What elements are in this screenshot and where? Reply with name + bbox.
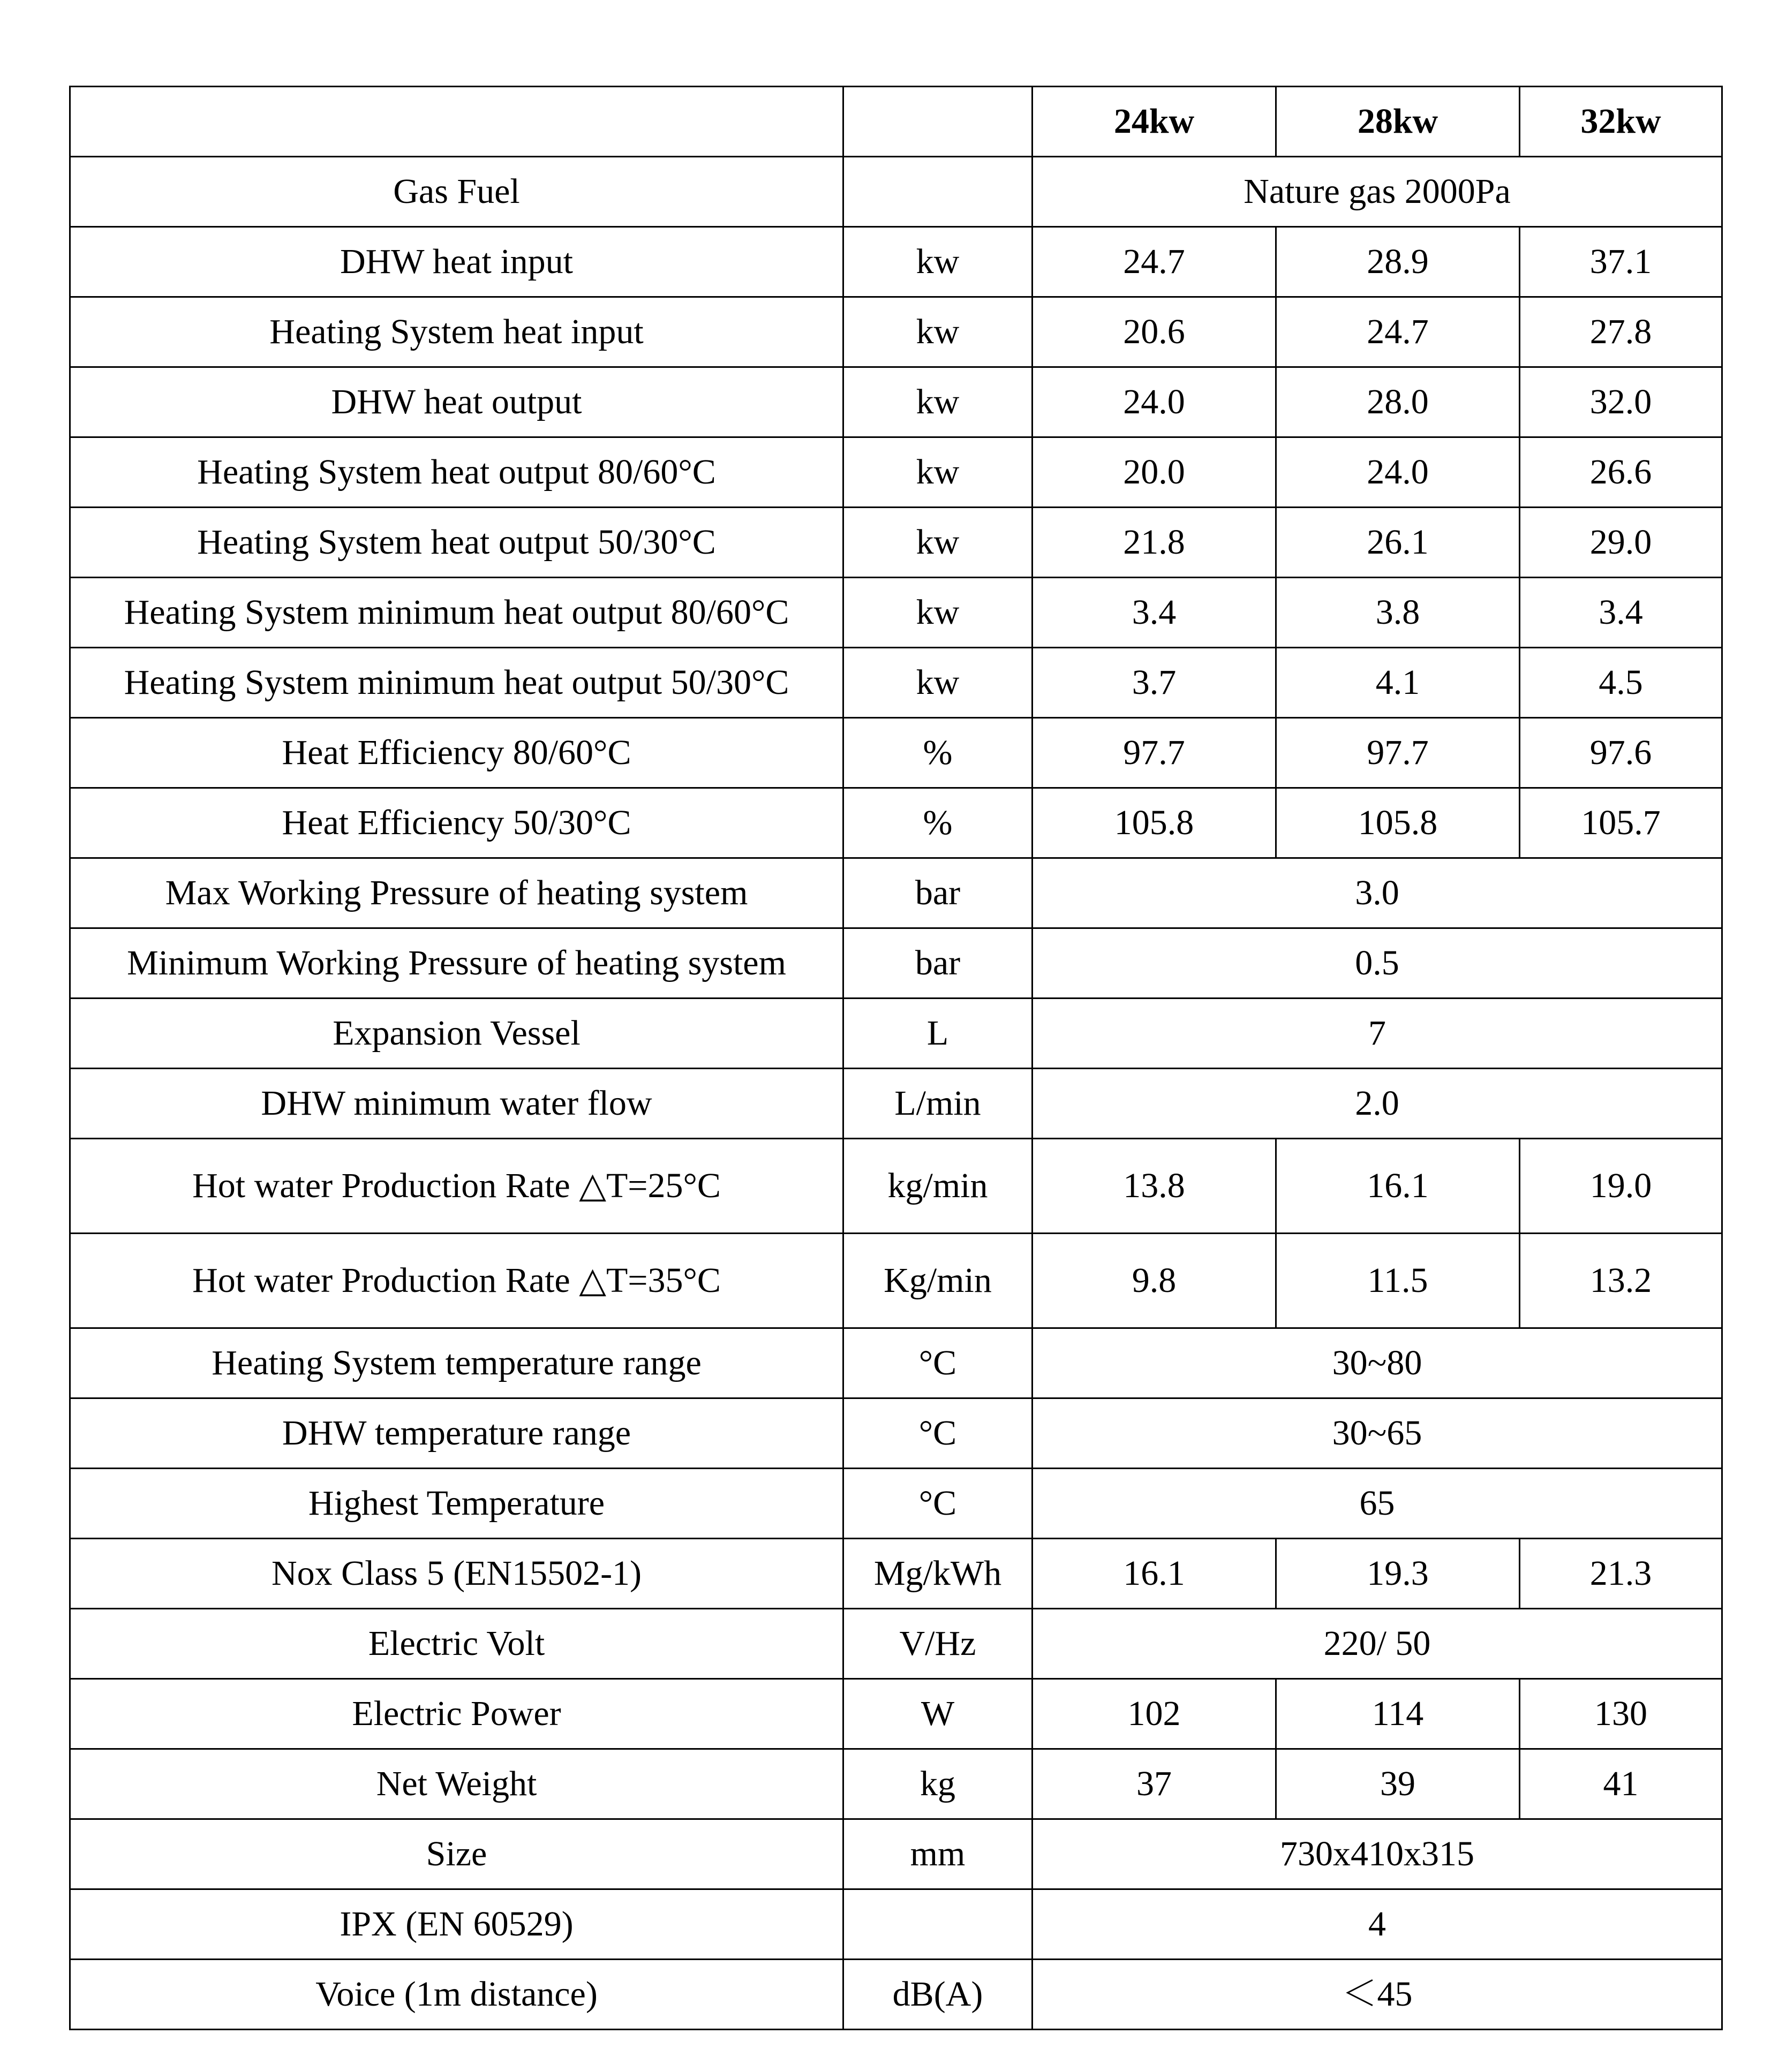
spec-label-cell: Max Working Pressure of heating system — [70, 858, 843, 928]
header-unit-cell — [843, 87, 1033, 157]
spec-value-cell: 21.8 — [1033, 508, 1276, 578]
spec-value-merged-cell: 30~80 — [1033, 1328, 1722, 1398]
spec-label-cell: Heating System heat input — [70, 297, 843, 367]
spec-row — [70, 1609, 1722, 1679]
spec-row — [70, 1819, 1722, 1889]
spec-unit-cell — [843, 157, 1033, 227]
spec-value-cell: 24.7 — [1033, 227, 1276, 297]
spec-label-cell: Expansion Vessel — [70, 999, 843, 1069]
spec-value-merged-cell: 220/ 50 — [1033, 1609, 1722, 1679]
spec-unit-cell — [843, 1889, 1033, 1960]
spec-label-cell: Heating System temperature range — [70, 1328, 843, 1398]
spec-unit-cell: kg/min — [843, 1139, 1033, 1234]
spec-label-cell: Heating System minimum heat output 50/30°C — [70, 648, 843, 718]
spec-label-cell: Net Weight — [70, 1749, 843, 1819]
spec-unit-cell: kg — [843, 1749, 1033, 1819]
spec-row — [70, 1889, 1722, 1960]
spec-value-cell: 16.1 — [1033, 1539, 1276, 1609]
spec-row — [70, 1960, 1722, 2030]
spec-value-cell: 11.5 — [1276, 1234, 1520, 1328]
spec-value-cell: 24.0 — [1276, 437, 1520, 508]
spec-value-cell: 13.2 — [1520, 1234, 1722, 1328]
spec-value-cell: 26.1 — [1276, 508, 1520, 578]
spec-value-merged-cell: 65 — [1033, 1469, 1722, 1539]
spec-value-cell: 130 — [1520, 1679, 1722, 1749]
spec-value-cell: 105.7 — [1520, 788, 1722, 858]
spec-value-cell: 97.6 — [1520, 718, 1722, 788]
spec-row — [70, 1234, 1722, 1328]
spec-unit-cell: °C — [843, 1469, 1033, 1539]
spec-value-cell: 3.7 — [1033, 648, 1276, 718]
spec-value-cell: 3.4 — [1520, 578, 1722, 648]
spec-label-cell: DHW heat output — [70, 367, 843, 437]
spec-unit-cell: kw — [843, 508, 1033, 578]
spec-row — [70, 928, 1722, 999]
spec-unit-cell: W — [843, 1679, 1033, 1749]
spec-value-merged-cell: 2.0 — [1033, 1069, 1722, 1139]
spec-label-cell: Minimum Working Pressure of heating system — [70, 928, 843, 999]
spec-row — [70, 1069, 1722, 1139]
spec-value-cell: 3.8 — [1276, 578, 1520, 648]
spec-value-cell: 41 — [1520, 1749, 1722, 1819]
spec-value-cell: 20.6 — [1033, 297, 1276, 367]
spec-value-cell: 102 — [1033, 1679, 1276, 1749]
spec-value-merged-cell: 30~65 — [1033, 1398, 1722, 1469]
spec-value-cell: 37 — [1033, 1749, 1276, 1819]
spec-label-cell: DHW heat input — [70, 227, 843, 297]
spec-value-cell: 3.4 — [1033, 578, 1276, 648]
spec-unit-cell: % — [843, 718, 1033, 788]
spec-unit-cell: % — [843, 788, 1033, 858]
spec-unit-cell: kw — [843, 578, 1033, 648]
spec-label-cell: IPX (EN 60529) — [70, 1889, 843, 1960]
spec-value-cell: 105.8 — [1033, 788, 1276, 858]
spec-row — [70, 578, 1722, 648]
spec-row — [70, 1139, 1722, 1234]
spec-value-cell: 21.3 — [1520, 1539, 1722, 1609]
spec-value-cell: 27.8 — [1520, 297, 1722, 367]
spec-value-cell: 28.0 — [1276, 367, 1520, 437]
spec-table-body — [70, 87, 1722, 2030]
spec-value-cell: 9.8 — [1033, 1234, 1276, 1328]
spec-value-cell: 105.8 — [1276, 788, 1520, 858]
spec-value-cell: 19.3 — [1276, 1539, 1520, 1609]
spec-label-cell: Gas Fuel — [70, 157, 843, 227]
spec-unit-cell: L/min — [843, 1069, 1033, 1139]
spec-label-cell: Electric Volt — [70, 1609, 843, 1679]
spec-row — [70, 858, 1722, 928]
spec-row — [70, 788, 1722, 858]
spec-row — [70, 157, 1722, 227]
spec-label-cell: Hot water Production Rate △T=35°C — [70, 1234, 843, 1328]
spec-label-cell: Heat Efficiency 80/60°C — [70, 718, 843, 788]
spec-row — [70, 297, 1722, 367]
spec-unit-cell: bar — [843, 928, 1033, 999]
spec-unit-cell: °C — [843, 1398, 1033, 1469]
spec-value-merged-cell: 7 — [1033, 999, 1722, 1069]
header-row — [70, 87, 1722, 157]
spec-value-merged-cell: 730x410x315 — [1033, 1819, 1722, 1889]
spec-value-cell: 19.0 — [1520, 1139, 1722, 1234]
spec-value-cell: 97.7 — [1033, 718, 1276, 788]
spec-row — [70, 1328, 1722, 1398]
spec-unit-cell: °C — [843, 1328, 1033, 1398]
spec-table — [69, 86, 1723, 2030]
spec-label-cell: Voice (1m distance) — [70, 1960, 843, 2030]
spec-value-merged-cell: ＜45 — [1033, 1960, 1722, 2030]
spec-unit-cell: kw — [843, 648, 1033, 718]
spec-label-cell: DHW minimum water flow — [70, 1069, 843, 1139]
spec-unit-cell: kw — [843, 367, 1033, 437]
spec-value-merged-cell: Nature gas 2000Pa — [1033, 157, 1722, 227]
spec-row — [70, 718, 1722, 788]
spec-row — [70, 437, 1722, 508]
spec-row — [70, 1469, 1722, 1539]
spec-label-cell: Size — [70, 1819, 843, 1889]
spec-row — [70, 1398, 1722, 1469]
spec-label-cell: Electric Power — [70, 1679, 843, 1749]
spec-value-cell: 114 — [1276, 1679, 1520, 1749]
spec-value-cell: 20.0 — [1033, 437, 1276, 508]
spec-label-cell: Nox Class 5 (EN15502-1) — [70, 1539, 843, 1609]
spec-value-cell: 24.0 — [1033, 367, 1276, 437]
spec-value-merged-cell: 3.0 — [1033, 858, 1722, 928]
spec-unit-cell: V/Hz — [843, 1609, 1033, 1679]
spec-label-cell: Heat Efficiency 50/30°C — [70, 788, 843, 858]
spec-label-cell: DHW temperature range — [70, 1398, 843, 1469]
spec-unit-cell: kw — [843, 297, 1033, 367]
spec-label-cell: Heating System heat output 50/30°C — [70, 508, 843, 578]
model-28kw-header: 28kw — [1276, 87, 1520, 157]
spec-unit-cell: Kg/min — [843, 1234, 1033, 1328]
spec-unit-cell: kw — [843, 227, 1033, 297]
spec-row — [70, 1749, 1722, 1819]
spec-unit-cell: kw — [843, 437, 1033, 508]
spec-row — [70, 227, 1722, 297]
spec-label-cell: Hot water Production Rate △T=25°C — [70, 1139, 843, 1234]
spec-value-merged-cell: 4 — [1033, 1889, 1722, 1960]
header-label-cell — [70, 87, 843, 157]
spec-value-cell: 32.0 — [1520, 367, 1722, 437]
spec-value-cell: 13.8 — [1033, 1139, 1276, 1234]
spec-value-cell: 37.1 — [1520, 227, 1722, 297]
spec-value-merged-cell: 0.5 — [1033, 928, 1722, 999]
spec-unit-cell: bar — [843, 858, 1033, 928]
spec-unit-cell: mm — [843, 1819, 1033, 1889]
spec-unit-cell: L — [843, 999, 1033, 1069]
spec-value-cell: 4.1 — [1276, 648, 1520, 718]
spec-value-cell: 16.1 — [1276, 1139, 1520, 1234]
spec-label-cell: Heating System heat output 80/60°C — [70, 437, 843, 508]
spec-row — [70, 999, 1722, 1069]
spec-row — [70, 367, 1722, 437]
spec-value-cell: 26.6 — [1520, 437, 1722, 508]
spec-value-cell: 29.0 — [1520, 508, 1722, 578]
spec-value-cell: 97.7 — [1276, 718, 1520, 788]
spec-value-cell: 39 — [1276, 1749, 1520, 1819]
spec-row — [70, 1539, 1722, 1609]
spec-value-cell: 4.5 — [1520, 648, 1722, 718]
model-32kw-header: 32kw — [1520, 87, 1722, 157]
spec-row — [70, 1679, 1722, 1749]
spec-unit-cell: dB(A) — [843, 1960, 1033, 2030]
spec-value-cell: 28.9 — [1276, 227, 1520, 297]
spec-label-cell: Heating System minimum heat output 80/60°C — [70, 578, 843, 648]
spec-row — [70, 508, 1722, 578]
spec-value-cell: 24.7 — [1276, 297, 1520, 367]
spec-label-cell: Highest Temperature — [70, 1469, 843, 1539]
spec-unit-cell: Mg/kWh — [843, 1539, 1033, 1609]
spec-row — [70, 648, 1722, 718]
model-24kw-header: 24kw — [1033, 87, 1276, 157]
